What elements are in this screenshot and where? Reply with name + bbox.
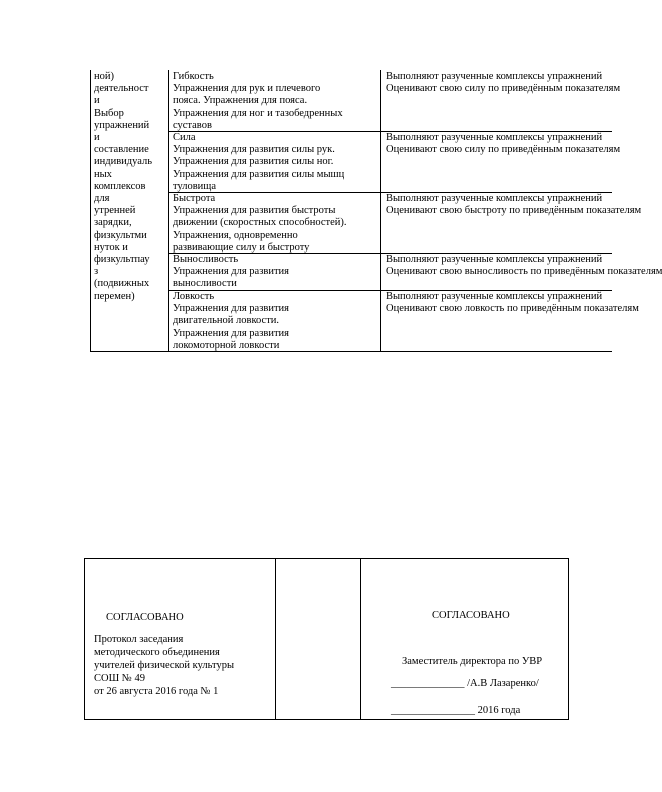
cell-text-line: Ловкость bbox=[173, 291, 215, 302]
cell-text-line: и bbox=[94, 132, 100, 144]
protocol-line: учителей физической культуры bbox=[94, 660, 235, 671]
protocol-line: от 26 августа 2016 года № 1 bbox=[94, 686, 219, 697]
cell-text-line: физкультпау bbox=[94, 254, 150, 266]
cell-text-line: Упражнения, одновременно bbox=[173, 229, 298, 241]
cell-text-line: туловища bbox=[173, 180, 217, 192]
cell-text-line: Упражнения для развития силы мышц bbox=[173, 168, 345, 180]
quality-cell-endurance bbox=[173, 254, 378, 291]
cell-text-line: Упражнения для развития силы ног. bbox=[173, 156, 334, 168]
cell-text-line: Упражнения для развития bbox=[173, 266, 289, 278]
cell-text-line: Упражнения для развития bbox=[173, 327, 289, 339]
cell-text-line: Упражнения для рук и плечевого bbox=[173, 83, 321, 95]
cell-text-line: Выполняют разученные комплексы упражнений bbox=[386, 193, 603, 204]
date-line: ________________ 2016 года bbox=[391, 705, 521, 716]
deputy-director-position: Заместитель директора по УВР bbox=[402, 656, 543, 667]
cell-text-line: Быстрота bbox=[173, 193, 216, 204]
cell-text-line: утренней bbox=[94, 205, 136, 217]
protocol-line: Протокол заседания bbox=[94, 634, 184, 645]
table-col-separator bbox=[380, 70, 381, 352]
activity-cell bbox=[386, 71, 621, 95]
table-col-separator bbox=[168, 70, 169, 352]
cell-text-line: Оценивают свою силу по приведённым показателям bbox=[386, 83, 621, 95]
quality-cell-flexibility bbox=[173, 71, 378, 132]
cell-text-line: Упражнения для ног и тазобедренных bbox=[173, 107, 343, 119]
cell-text-line: Выполняют разученные комплексы упражнений bbox=[386, 291, 603, 302]
cell-text-line: индивидуаль bbox=[94, 156, 153, 168]
cell-text-line: комплексов bbox=[94, 180, 146, 192]
activity-description-cell bbox=[94, 71, 168, 303]
cell-text-line: локомоторной ловкости bbox=[173, 339, 280, 351]
cell-text-line: упражнений bbox=[94, 119, 150, 131]
cell-text-line: суставов bbox=[173, 119, 212, 131]
table-col-separator bbox=[360, 559, 361, 719]
cell-text-line: Оценивают свою силу по приведённым показателям bbox=[386, 144, 621, 156]
cell-text-line: зарядки, bbox=[94, 217, 132, 229]
protocol-block bbox=[94, 633, 234, 698]
protocol-line: СОШ № 49 bbox=[94, 673, 145, 684]
quality-cell-agility bbox=[173, 291, 378, 352]
cell-text-line: и bbox=[94, 95, 100, 107]
cell-text-line: Выбор bbox=[94, 107, 124, 119]
cell-text-line: з bbox=[94, 266, 99, 278]
activity-cell bbox=[386, 193, 642, 217]
table-col-separator bbox=[275, 559, 276, 719]
activity-cell bbox=[386, 291, 639, 315]
cell-text-line: двигательной ловкости. bbox=[173, 315, 280, 327]
activity-cell bbox=[386, 132, 621, 156]
left-approval-heading: СОГЛАСОВАНО bbox=[106, 612, 184, 623]
cell-text-line: перемен) bbox=[94, 290, 135, 302]
cell-text-line: Упражнения для развития bbox=[173, 303, 289, 315]
exercise-table bbox=[0, 0, 662, 360]
cell-text-line: для bbox=[94, 193, 110, 205]
cell-text-line: физкультми bbox=[94, 229, 147, 241]
cell-text-line: Оценивают свою быстроту по приведённым показателям bbox=[386, 205, 642, 217]
activity-cell bbox=[386, 254, 662, 278]
cell-text-line: пояса. Упражнения для пояса. bbox=[173, 95, 308, 107]
cell-text-line: деятельност bbox=[94, 83, 149, 95]
cell-text-line: Сила bbox=[173, 132, 196, 143]
approval-table bbox=[84, 558, 569, 720]
cell-text-line: ной) bbox=[94, 71, 114, 82]
cell-text-line: Выполняют разученные комплексы упражнений bbox=[386, 254, 603, 265]
cell-text-line: Выносливость bbox=[173, 254, 239, 265]
signature-line: ______________ /А.В Лазаренко/ bbox=[391, 678, 539, 689]
cell-text-line: Упражнения для развития силы рук. bbox=[173, 144, 335, 156]
cell-text-line: выносливости bbox=[173, 278, 237, 290]
cell-text-line: нуток и bbox=[94, 241, 128, 253]
cell-text-line: составление bbox=[94, 144, 149, 156]
cell-text-line: движении (скоростных способностей). bbox=[173, 217, 347, 229]
quality-cell-strength bbox=[173, 132, 378, 193]
cell-text-line: Выполняют разученные комплексы упражнений bbox=[386, 71, 603, 82]
table-border-left bbox=[90, 70, 91, 352]
right-approval-heading: СОГЛАСОВАНО bbox=[432, 610, 510, 621]
quality-cell-speed bbox=[173, 193, 378, 254]
cell-text-line: Гибкость bbox=[173, 71, 214, 82]
cell-text-line: (подвижных bbox=[94, 278, 150, 290]
cell-text-line: ных bbox=[94, 168, 112, 180]
protocol-line: методического объединения bbox=[94, 647, 220, 658]
cell-text-line: Выполняют разученные комплексы упражнений bbox=[386, 132, 603, 143]
cell-text-line: развивающие силу и быстроту bbox=[173, 241, 310, 253]
cell-text-line: Оценивают свою выносливость по приведённым показателям bbox=[386, 266, 662, 278]
cell-text-line: Оценивают свою ловкость по приведённым показателям bbox=[386, 303, 639, 315]
cell-text-line: Упражнения для развития быстроты bbox=[173, 205, 336, 217]
